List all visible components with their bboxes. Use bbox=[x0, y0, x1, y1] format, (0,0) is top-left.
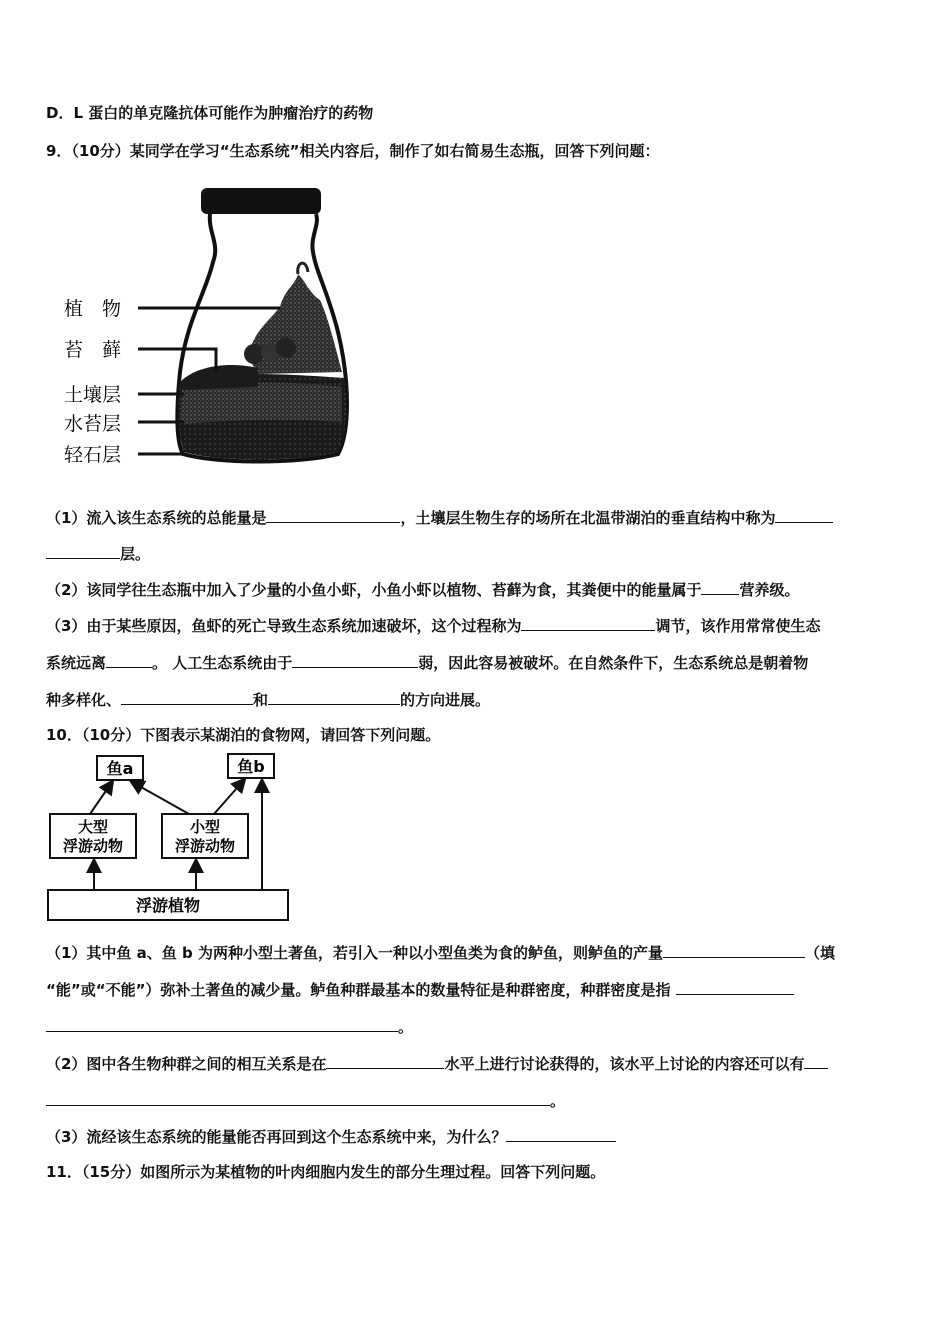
answer-blank[interactable] bbox=[292, 651, 418, 668]
q10-part2-line1: （2）图中各生物种群之间的相互关系是在 水平上进行讨论获得的，该水平上讨论的内容还可以有 bbox=[46, 1052, 902, 1075]
label-plant: 植 物 bbox=[64, 298, 122, 320]
label-pumice: 轻石层 bbox=[64, 444, 122, 466]
option-d: D．L 蛋白的单克隆抗体可能作为肿瘤治疗的药物 bbox=[46, 104, 374, 122]
big-zooplankton-label-2: 浮游动物 bbox=[62, 837, 124, 855]
answer-blank[interactable] bbox=[701, 578, 739, 595]
question-10-title: 10．（10分）下图表示某湖泊的食物网，请回答下列问题。 bbox=[46, 726, 441, 744]
answer-blank[interactable] bbox=[121, 688, 253, 705]
q9-part3-line2: 系统远离 。 人工生态系统由于 弱，因此容易被破坏。在自然条件下，生态系统总是朝着物 bbox=[46, 651, 902, 674]
question-9-title: 9．（10分）某同学在学习“生态系统”相关内容后，制作了如右简易生态瓶，回答下列问题： bbox=[46, 142, 660, 160]
answer-blank[interactable] bbox=[676, 978, 794, 995]
fish-b-label: 鱼b bbox=[237, 757, 265, 776]
label-water-moss: 水苔层 bbox=[64, 413, 122, 435]
food-web-diagram bbox=[44, 752, 294, 924]
label-moss: 苔 藓 bbox=[64, 339, 122, 361]
label-soil: 土壤层 bbox=[64, 384, 122, 406]
answer-blank[interactable] bbox=[106, 651, 152, 668]
answer-blank[interactable] bbox=[804, 1052, 828, 1069]
answer-blank[interactable] bbox=[46, 1089, 550, 1106]
q10-part1-line1: （1）其中鱼 a、鱼 b 为两种小型土著鱼，若引入一种以小型鱼类为食的鲈鱼，则鲈鱼的产量 （填 bbox=[46, 941, 902, 964]
answer-blank[interactable] bbox=[506, 1125, 616, 1142]
q9-part3-line1: （3）由于某些原因，鱼虾的死亡导致生态系统加速破坏，这个过程称为 调节，该作用常常使生态 bbox=[46, 614, 902, 637]
q10-part3: （3）流经该生态系统的能量能否再回到这个生态系统中来，为什么？ bbox=[46, 1125, 902, 1148]
q10-part2-line2: 。 bbox=[46, 1089, 902, 1112]
small-zooplankton-label-2: 浮游动物 bbox=[174, 837, 236, 855]
answer-blank[interactable] bbox=[326, 1052, 444, 1069]
q9-part1-line1: （1）流入该生态系统的总能量是 ，土壤层生物生存的场所在北温带湖泊的垂直结构中称为 bbox=[46, 506, 902, 529]
bottle-cap bbox=[201, 188, 321, 214]
answer-blank[interactable] bbox=[775, 506, 833, 523]
fish-a-label: 鱼a bbox=[106, 759, 134, 778]
soil-layer bbox=[180, 365, 258, 390]
q9-part3-line3: 种多样化、 和 的方向进展。 bbox=[46, 688, 902, 711]
phytoplankton-label: 浮游植物 bbox=[135, 896, 201, 915]
answer-blank[interactable] bbox=[46, 542, 120, 559]
big-zooplankton-label-1: 大型 bbox=[77, 818, 109, 836]
answer-blank[interactable] bbox=[663, 941, 805, 958]
q10-part1-line3: 。 bbox=[46, 1015, 902, 1038]
q9-part2: （2）该同学往生态瓶中加入了少量的小鱼小虾，小鱼小虾以植物、苔藓为食，其粪便中的能量属于 营养级。 bbox=[46, 578, 902, 601]
q10-part1-line2: “能”或“不能”）弥补土著鱼的减少量。鲈鱼种群最基本的数量特征是种群密度，种群密度是指 bbox=[46, 978, 902, 1001]
small-zooplankton-label-1: 小型 bbox=[189, 818, 221, 836]
answer-blank[interactable] bbox=[46, 1015, 398, 1032]
answer-blank[interactable] bbox=[266, 506, 400, 523]
q9-part1-line2: 层。 bbox=[46, 542, 902, 565]
question-11-title: 11．（15分）如图所示为某植物的叶肉细胞内发生的部分生理过程。回答下列问题。 bbox=[46, 1163, 606, 1181]
answer-blank[interactable] bbox=[521, 614, 655, 631]
answer-blank[interactable] bbox=[268, 688, 400, 705]
eco-bottle-figure bbox=[58, 182, 358, 482]
